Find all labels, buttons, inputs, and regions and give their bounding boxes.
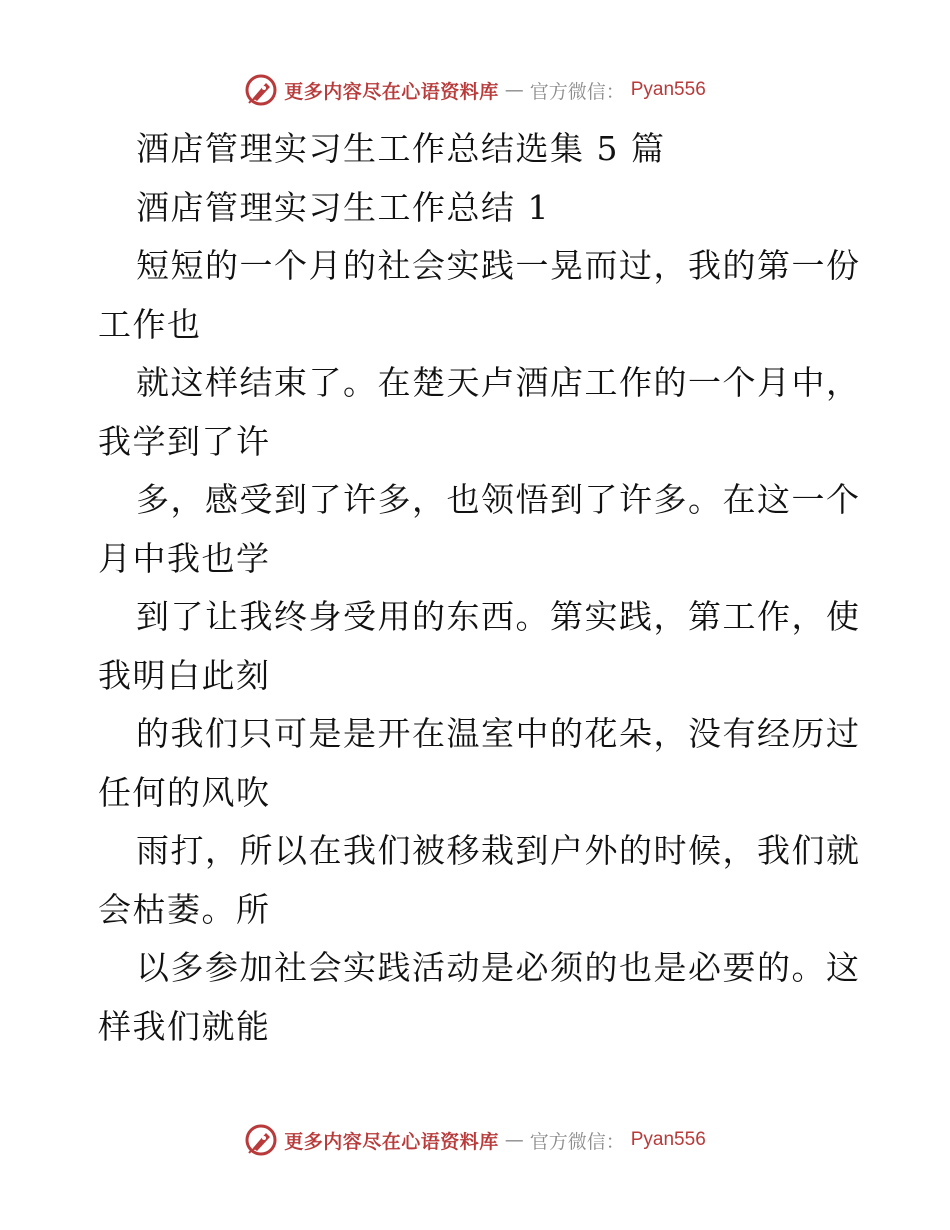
pen-nib-logo-icon — [244, 73, 278, 107]
watermark-brand: 更多内容尽在心语资料库 — [284, 1130, 499, 1153]
watermark-separator: — — [504, 79, 524, 101]
body-line: 我学到了许 — [98, 421, 271, 461]
watermark-wechat-label: 官方微信： — [529, 80, 625, 103]
footer-watermark — [0, 1120, 950, 1160]
pen-nib-logo-icon — [244, 1123, 278, 1157]
body-line: 就这样结束了。在楚天卢酒店工作的一个月中， — [136, 363, 861, 402]
watermark-brand: 更多内容尽在心语资料库 — [284, 80, 499, 103]
body-line: 工作也 — [98, 304, 202, 344]
section-heading: 酒店管理实习生工作总结 1 — [136, 187, 550, 227]
body-line: 短短的一个月的社会实践一晃而过，我的第一份 — [136, 246, 861, 285]
watermark-wechat-id: Pyan556 — [630, 79, 706, 100]
body-line: 到了让我终身受用的东西。第实践，第工作，使 — [136, 597, 861, 636]
body-line: 雨打，所以在我们被移栽到户外的时候，我们就 — [136, 831, 861, 870]
body-line: 样我们就能 — [98, 1006, 271, 1046]
watermark-wechat-label: 官方微信： — [529, 1130, 625, 1153]
document-title: 酒店管理实习生工作总结选集 5 篇 — [136, 129, 666, 168]
header-watermark — [0, 70, 950, 110]
body-line: 会枯萎。所 — [98, 889, 271, 929]
body-line: 我明白此刻 — [98, 655, 271, 695]
body-line: 的我们只可是是开在温室中的花朵，没有经历过 — [136, 714, 861, 753]
body-line: 月中我也学 — [98, 538, 271, 578]
body-line: 多，感受到了许多，也领悟到了许多。在这一个 — [136, 480, 861, 519]
watermark-wechat-id: Pyan556 — [630, 1129, 706, 1150]
body-line: 任何的风吹 — [98, 772, 271, 812]
body-line: 以多参加社会实践活动是必须的也是必要的。这 — [136, 948, 861, 987]
document-body — [98, 120, 861, 1056]
watermark-separator: — — [504, 1129, 524, 1151]
